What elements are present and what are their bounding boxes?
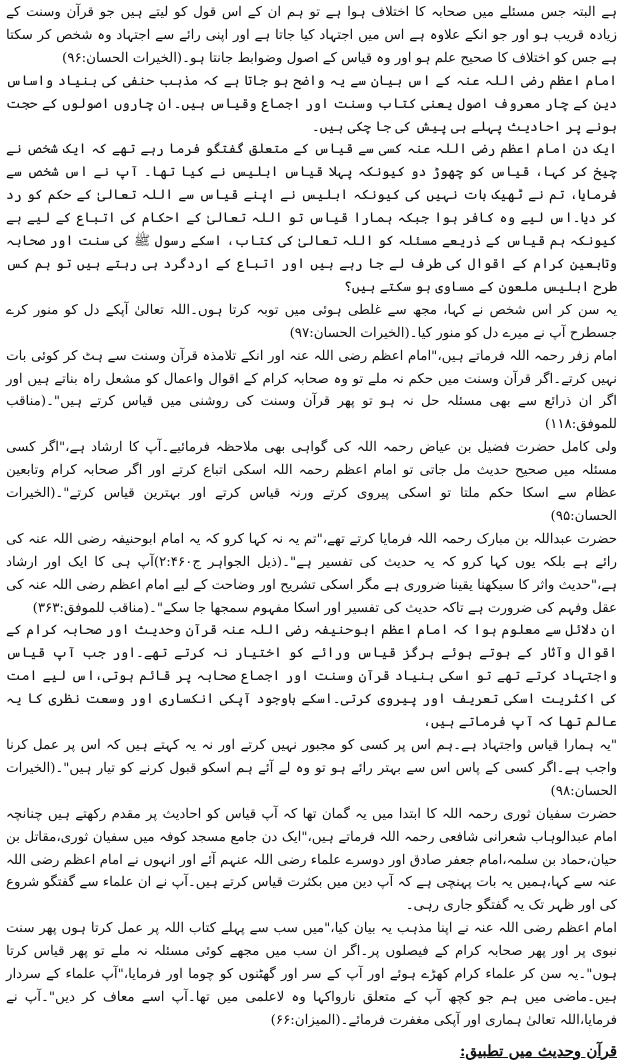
paragraph: ولی کامل حضرت فضیل بن عیاض رحمہ اللہ کی گواہی بھی ملاحظہ فرمائیے۔آپ کا ارشاد ہے،"اگر کسی مسئلہ میں صحیح حدیث مل جاتی تو امام اعظم رحمہ اللہ اسکی اتباع کرتے اور اگر صحابہ کرام وتابعین عظام سے اسکا حکم ملتا تو اسکی پیروی کرتے ورنہ قیاس کرتے اور بہترین قیاس کرتے"۔(الخیرات الحسان:۹۵) (6, 440, 617, 524)
paragraph: ہے البتہ جس مسئلے میں صحابہ کا اختلاف ہوا ہے تو ہم ان کے اس قول کو لیتے ہیں جو قرآن وسنت کے زیادہ قریب ہو اور جو انکے علاوہ ہے اس میں اجتہاد کیا جاتا ہے اور اپنی رائے سے اجتہاد وہ شخص کر سکتا ہے جس کو اختلاف کا صحیح علم ہو اور وہ قیاس کے اصول وضوابط جانتا ہو۔(الخیرات الحسان:۹۶) (6, 5, 617, 66)
paragraph: حضرت عبداللہ بن مبارک رحمہ اللہ فرمایا کرتے تھے،"تم یہ نہ کہا کرو کہ یہ امام ابوحنیفہ رضی اللہ عنہ کی رائے ہے بلکہ یوں کہا کرو کہ یہ حدیث کی تفسیر ہے"۔(ذیل الجواہر ج۲:۴۶۰)آپ ہی کا ایک اور ارشاد ہے،"حدیث واثر کا سیکھنا یقینا ضروری ہے مگر اسکی تشریح اور وضاحت کے لیے امام اعظم رضی اللہ عنہ کی عقل وفہم کی ضرورت ہے تاکہ حدیث کی تفسیر اور اسکا مفہوم سمجھا جا سکے"۔(مناقب للموفق:۳۶۳) (6, 531, 617, 616)
paragraph: امام زفر رحمہ اللہ فرماتے ہیں،"امام اعظم رضی اللہ عنہ اور انکے تلامذہ قرآن وسنت سے ہٹ کر کوئی بات نہیں کرتے۔اگر قرآن وسنت میں حکم نہ ملے تو وہ صحابہ کرام کے اقوال واعمال کو مشعل راہ بناتے ہیں اور اگر ان ذرائع سے بھی مسئلہ حل نہ ہو تو پھر قرآن وسنت کی روشنی میں قیاس کرتے ہیں"۔(مناقب للموفق:۱۱۸) (6, 348, 617, 433)
paragraph: امام اعظم رضی اللہ عنہ نے اپنا مذہب یہ بیان کیا،"میں سب سے پہلے کتاب اللہ پر عمل کرتا ہوں پھر سنت نبوی پر اور پھر صحابہ کرام کے فیصلوں پر۔اگر ان سب میں مجھے کوئی مسئلہ نہ ملے تو پھر قیاس کرتا ہوں"۔یہ سن کر علماء کرام کھڑے ہوئے اور آپ کے سر اور گھٹنوں کو چوما اور فرمایا،"آپ علماء کے سردار ہیں۔ماضی میں ہم جو کچھ آپ کے متعلق نارواکہا وہ لاعلمی میں تھا۔آپ اسے معاف کر دیں"۔آپ نے فرمایا،اللہ تعالیٰ ہماری اور آپکی مغفرت فرمائے۔(المیزان:۶۶) (6, 921, 617, 1028)
paragraph: ان دلائل سے معلوم ہوا کہ امام اعظم ابوحنیفہ رضی اللہ عنہ قرآن وحدیث اور صحابہ کرام کے اقوال وآثار کے ہوتے ہوئے ہرگز قیاس ورائے کو اختیار نہ کرتے تھے۔اور جب آپ قیاس واجتہاد کرتے تھے تو اسکی بنیاد قرآن وسنت اور اجماع صحابہ پر قائم ہوتی،اس لیے امت کی اکثریت اسکی تعریف اور پیروی کرتی۔اسکے باوجود آپکی انکساری اور وسعت نظری کا یہ عالم تھا کہ آپ فرماتے ہیں، (6, 623, 617, 731)
paragraph: "یہ ہمارا قیاس واجتہاد ہے۔ہم اس پر کسی کو مجبور نہیں کرتے اور نہ یہ کہتے ہیں کہ اس پر عمل کرنا واجب ہے۔اگر کسی کے پاس اس سے بہتر رائے ہو تو وہ لے آئے ہم اسکو قبول کرنے کو تیار ہیں"۔(الخیرات الحسان:۹۸) (6, 738, 617, 799)
paragraph: یہ سن کر اس شخص نے کہا، مجھ سے غلطی ہوئی میں توبہ کرتا ہوں۔اللہ تعالیٰ آپکے دل کو منور کرے جسطرح آپ نے میرے دل کو منور کیا۔(الخیرات الحسان:۹۷) (6, 302, 617, 341)
paragraph: امام اعظم رضی اللہ عنہ کے اس بیان سے یہ واضح ہو جاتا ہے کہ مذہب حنفی کی بنیاد واساس دین کے چار معروف اصول یعنی کتاب وسنت اور اجماع وقیاس ہیں۔ان چاروں اصولوں کے حجت ہونے پر احادیث پہلے ہی پیش کی جا چکی ہیں۔ (6, 73, 617, 135)
paragraph: ایک دن امام اعظم رضی اللہ عنہ کسی سے قیاس کے متعلق گفتگو فرما رہے تھے کہ ایک شخص نے چیخ کر کہا، قیاس کو چھوڑ دو کیونکہ پہلا قیاس ابلیس نے کیا تھا۔ آپ نے اس شخص سے فرمایا، تم نے ٹھیک بات نہیں کی کیونکہ ابلیس نے اپنے قیاس سے اللہ تعالیٰ کے حکم کو رد کر دیا۔اس لیے وہ کافر ہوا جبکہ ہمارا قیاس تو اللہ تعالیٰ کے احکام کی اتباع کے لیے ہے کیونکہ ہم قیاس کے ذریعے مسئلہ کو اللہ تعالیٰ کی کتاب، اسکے رسول ﷺ کی سنت اور صحابہ وتابعین کرام کے اقوال کی طرف لے جا رہے ہیں اور اتباع کے اردگرد ہی رہتے ہیں تو ہم کس طرح ابلیس ملعون کے مساوی ہو سکتے ہیں؟ (6, 142, 617, 295)
section-heading: قرآن وحدیث میں تطبیق: (459, 1041, 617, 1060)
paragraph: حضرت سفیان ثوری رحمہ اللہ کا ابتدا میں یہ گمان تھا کہ آپ قیاس کو احادیث پر مقدم رکھتے ہیں چنانچہ امام عبدالوہاب شعرانی شافعی رحمہ اللہ فرماتے ہیں،"ایک دن جامع مسجد کوفہ میں سفیان ثوری،مقاتل بن حیان،حماد بن سلمہ،امام جعفر صادق اور دوسرے علماء رضی اللہ عنہم آئے اور انہوں نے امام اعظم رضی اللہ عنہ سے کہا،ہمیں یہ بات پہنچی ہے کہ آپ دین میں بکثرت قیاس کرتے ہیں۔آپ نے ان علماء سے گفتگو شروع کی اور ظہر تک یہ گفتگو جاری رہی۔ (6, 806, 617, 914)
